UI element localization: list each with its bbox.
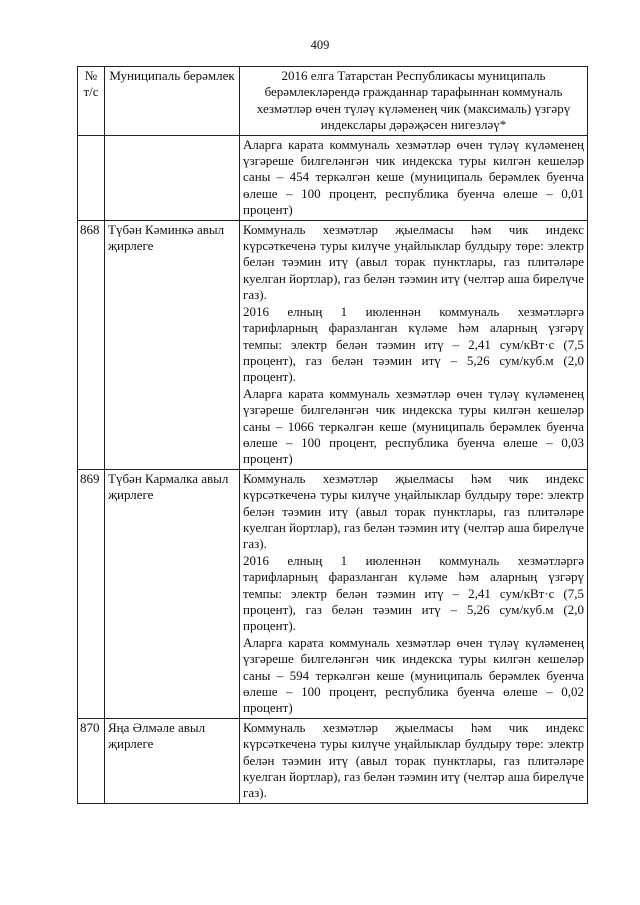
municipal-table (77, 66, 588, 804)
table-row (78, 469, 588, 718)
table-body (78, 135, 588, 803)
description-cell (240, 718, 588, 803)
table-row (78, 718, 588, 803)
municipality-name: Түбән Кәминкә авыл җирлеге (105, 220, 240, 469)
municipality-name (105, 135, 240, 220)
description-paragraph: Аларга карата коммуналь хезмәтләр өчен түләү күләменең үзгәреше билгеләнгән чик индекска туры килгән кешеләр саны – 454 теркәлгән кеше (муниципаль берәмлек буенча өлеше – 100 процент, республика буенча өлеше – 0,01 процент) (243, 136, 584, 218)
description-cell (240, 135, 588, 220)
description-cell (240, 220, 588, 469)
header-num: № т/с (78, 67, 105, 136)
description-paragraph: Коммуналь хезмәтләр җыелмасы һәм чик индекс күрсәткеченә туры килүче уңайлыклар булдыру төре: электр белән тәэмин итү (авыл торак пунктлары, газ плитәләре куелган йортлар), газ белән тәэмин итү (челтәр аша бирелүче газ). (243, 470, 584, 552)
municipality-name: Яңа Әлмәле авыл җирлеге (105, 718, 240, 803)
description-paragraph: 2016 елның 1 июленнән коммуналь хезмәтләргә тарифларның фаразланган күләме һәм аларның үзгәрү темпы: электр белән тәэмин итү – 2,41 сум/кВт·с (7,5 процент), газ белән тәэмин итү – 5,26 сум/куб.м (2,0 процент). (243, 552, 584, 634)
page-number: 409 (310, 38, 330, 52)
table-header-row (78, 67, 588, 136)
description-paragraph: Коммуналь хезмәтләр җыелмасы һәм чик индекс күрсәткеченә туры килүче уңайлыклар булдыру төре: электр белән тәэмин итү (авыл торак пунктлары, газ плитәләре куелган йортлар), газ белән тәэмин итү (челтәр аша бирелүче газ). (243, 719, 584, 801)
municipality-name: Түбән Кармалка авыл җирлеге (105, 469, 240, 718)
row-number: 868 (78, 220, 105, 469)
row-number: 870 (78, 718, 105, 803)
table-row (78, 220, 588, 469)
header-description: 2016 елга Татарстан Республикасы муниципаль берәмлекләрендә гражданнар тарафыннан коммуналь хезмәтләр өчен түләү күләменең чик (максималь) үзгәрү индекслары дәрәҗәсен нигезләү* (240, 67, 588, 136)
description-cell (240, 469, 588, 718)
description-paragraph: Аларга карата коммуналь хезмәтләр өчен түләү күләменең үзгәреше билгеләнгән чик индекска туры килгән кешеләр саны – 594 теркәлгән кеше (муниципаль берәмлек буенча өлеше – 100 процент, республика буенча өлеше – 0,02 процент) (243, 634, 584, 716)
table-row (78, 135, 588, 220)
description-paragraph: 2016 елның 1 июленнән коммуналь хезмәтләргә тарифларның фаразланган күләме һәм аларның үзгәрү темпы: электр белән тәэмин итү – 2,41 сум/кВт·с (7,5 процент), газ белән тәэмин итү – 5,26 сум/куб.м (2,0 процент). (243, 303, 584, 385)
header-municipality: Муниципаль берәмлек (105, 67, 240, 136)
row-number (78, 135, 105, 220)
row-number: 869 (78, 469, 105, 718)
description-paragraph: Коммуналь хезмәтләр җыелмасы һәм чик индекс күрсәткеченә туры килүче уңайлыклар булдыру төре: электр белән тәэмин итү (авыл торак пунктлары, газ плитәләре куелган йортлар), газ белән тәэмин итү (челтәр аша бирелүче газ). (243, 221, 584, 303)
description-paragraph: Аларга карата коммуналь хезмәтләр өчен түләү күләменең үзгәреше билгеләнгән чик индекска туры килгән кешеләр саны – 1066 теркәлгән кеше (муниципаль берәмлек буенча өлеше – 100 процент, республика буенча өлеше – 0,03 процент) (243, 385, 584, 467)
